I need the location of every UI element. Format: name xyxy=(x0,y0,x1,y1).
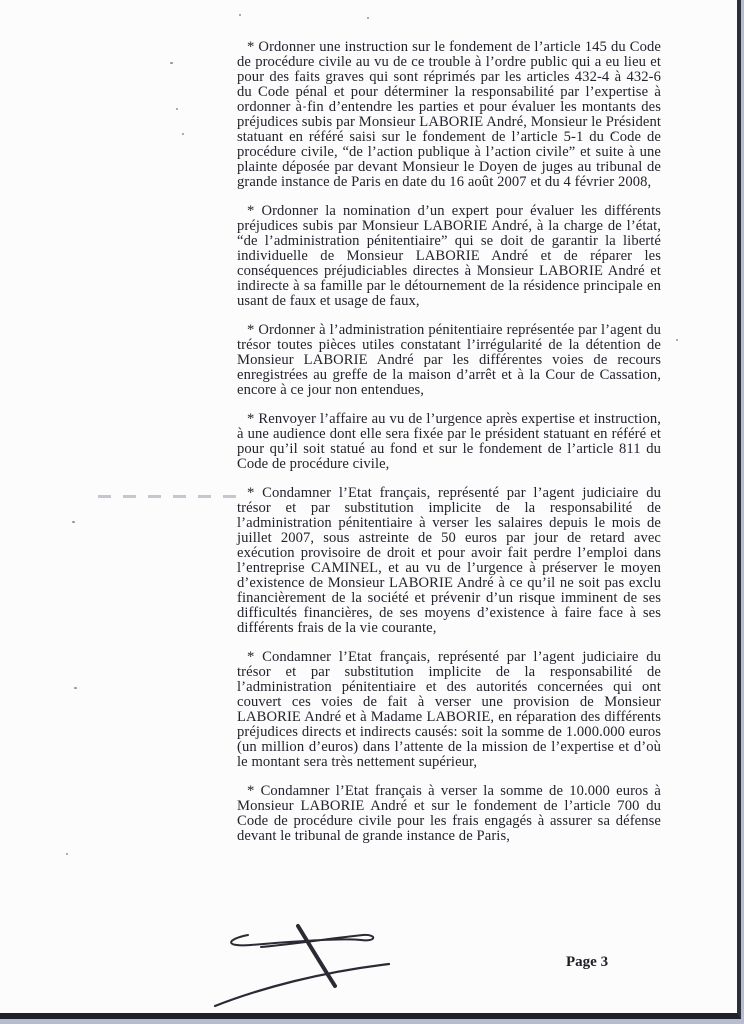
scan-speck xyxy=(170,62,173,64)
page-number: Page 3 xyxy=(566,954,609,970)
scan-artifact-line xyxy=(98,495,236,498)
document-text-column xyxy=(237,40,661,844)
scan-speck xyxy=(676,339,678,341)
handwritten-signature xyxy=(203,920,455,1016)
scan-speck xyxy=(72,521,75,523)
paragraph: * Condamner l’Etat français à verser la somme de 10.000 euros à Monsieur LABORIE André et sur le fondement de l’article 700 du Code de procédure civile pour les frais engagés à assurer sa défense devant le tribunal de grande instance de Paris, xyxy=(237,783,661,844)
paragraph: * Ordonner à l’administration pénitentiaire représentée par l’agent du trésor toutes pièces utiles constatant l’irrégularité de la détention de Monsieur LABORIE André par les différentes voies de recours enregistrées au greffe de la maison d’arrêt et à la Cour de Cassation, encore à ce jour non entendues, xyxy=(237,322,661,398)
paragraph: * Condamner l’Etat français, représenté par l’agent judiciaire du trésor et par substitution implicite de la responsabilité de l’administration pénitentiaire et des autorités concernées qui ont couvert ces voies de fait à verser une provision de Monsieur LABORIE André et à Madame LABORIE, en réparation des différents préjudices directs et indirects causés: soit la somme de 1.000.000 euros (un million d’euros) dans l’attente de la mission de l’expertise et d’où le montant sera très nettement supérieur, xyxy=(237,649,661,770)
paragraph: * Renvoyer l’affaire au vu de l’urgence après expertise et instruction, à une audience dont elle sera fixée par le président statuant en référé et pour qu’il soit statué au fond et sur le fondement de l’article 811 du Code de procédure civile, xyxy=(237,411,661,472)
paragraph: * Condamner l’Etat français, représenté par l’agent judiciaire du trésor et par substitution implicite de la responsabilité de l’administration pénitentiaire à verser les salaires depuis le mois de juillet 2007, sous astreinte de 50 euros par jour de retard avec exécution provisoire de droit et pour avoir fait perdre l’emploi dans l’entreprise CAMINEL, et au vu de l’urgence à préserver le moyen d’existence de Monsieur LABORIE André à ce qu’il ne soit pas exclu financièrement de la société et prévenir d’un risque imminent de ses difficultés financières, de ses moyens d’existence à faire face à ses différents frais de la vie courante, xyxy=(237,485,661,636)
paragraph: * Ordonner la nomination d’un expert pour évaluer les différents préjudices subis par Monsieur LABORIE André, à la charge de l’état, “de l’administration pénitentiaire” qui se doit de garantir la liberté individuelle de Monsieur LABORIE André et de réparer les conséquences préjudiciables directes à Monsieur LABORIE André et indirecte à sa famille par le détournement de la résidence principale en usant de faux et usage de faux, xyxy=(237,203,661,309)
scan-speck xyxy=(182,133,184,135)
scan-speck xyxy=(176,108,178,110)
paragraph: * Ordonner une instruction sur le fondement de l’article 145 du Code de procédure civile au vu de ce trouble à l’ordre public qui a eu lieu et pour des faits graves qui sont réprimés par les articles 432-4 à 432-6 du Code pénal et pour déterminer la responsabilité par l’expertise à ordonner à fin d’entendre les parties et pour évaluer les montants des préjudices subis par Monsieur LABORIE André, Monsieur le Président statuant en référé saisi sur le fondement de l’article 5-1 du Code de procédure civile, “de l’action publique à l’action civile” et suite à une plainte déposée par devant Monsieur le Doyen de juges au tribunal de grande instance de Paris en date du 16 août 2007 et du 4 février 2008, xyxy=(237,39,661,190)
scan-speck xyxy=(66,853,68,855)
scan-speck xyxy=(367,17,369,19)
scan-speck xyxy=(74,687,77,689)
scan-speck xyxy=(239,14,241,16)
